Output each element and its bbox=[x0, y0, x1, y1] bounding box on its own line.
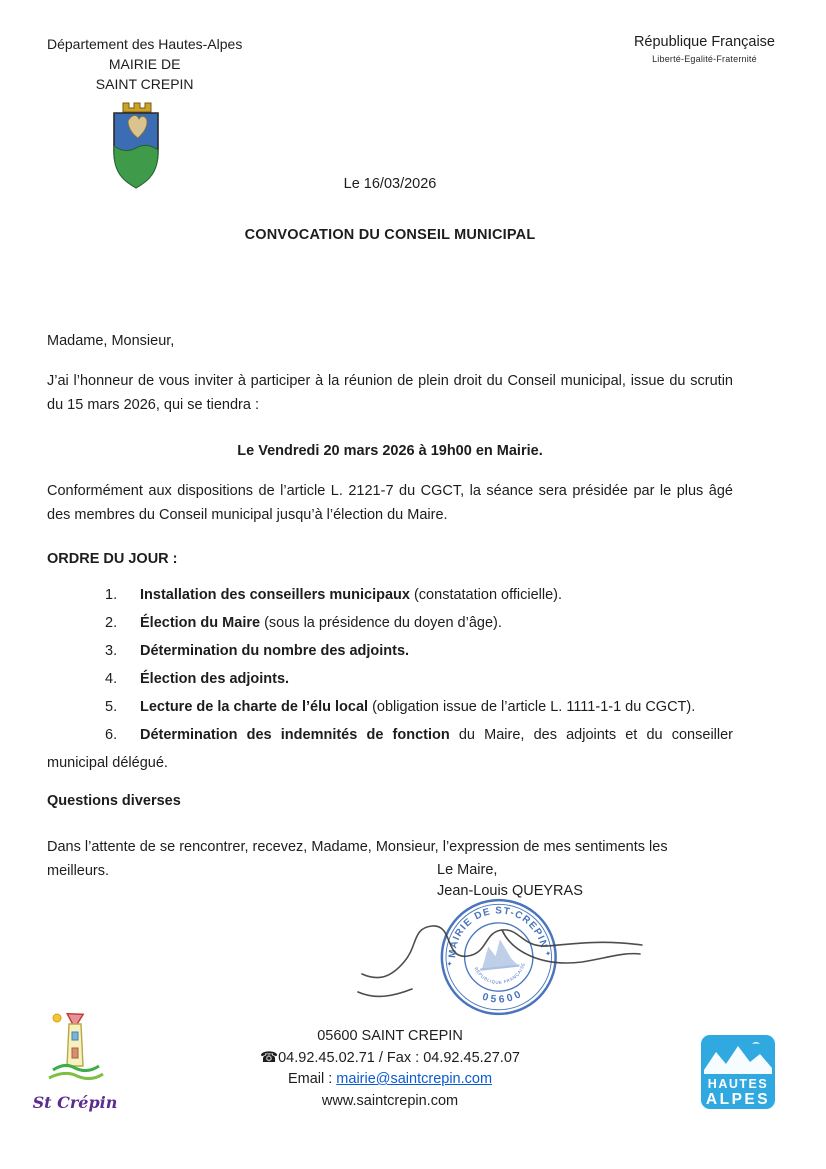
stamp-bottom-text: 05600 bbox=[480, 987, 526, 1006]
phone-number: 04.92.45.02.71 / Fax : 04.92.45.27.07 bbox=[278, 1049, 520, 1066]
agenda-item-rest: (obligation issue de l’article L. 1111-1-1 du CGCT). bbox=[368, 699, 696, 715]
agenda-item-3 bbox=[47, 637, 733, 665]
stamp-star-left: ✦ bbox=[445, 959, 453, 969]
st-crepin-tower-icon bbox=[43, 1008, 107, 1090]
logo-alpes-text: ALPES bbox=[705, 1091, 771, 1108]
agenda-item-6 bbox=[47, 721, 733, 777]
agenda-number: 2. bbox=[105, 615, 118, 631]
paragraph-cgct: Conformément aux dispositions de l’article L. 2121-7 du CGCT, la séance sera présidée par le plus âgé des membres du Conseil municipal jusqu’à l’élection du Maire. bbox=[47, 483, 733, 523]
email-label: Email : bbox=[287, 1071, 337, 1087]
meeting-date-line: Le Vendredi 20 mars 2026 à 19h00 en Mairie. bbox=[237, 443, 543, 459]
salutation: Madame, Monsieur, bbox=[47, 333, 175, 349]
footer-website: www.saintcrepin.com bbox=[321, 1092, 459, 1109]
letter-footer bbox=[47, 1026, 733, 1112]
agenda-number: 3. bbox=[105, 643, 118, 659]
footer-address: 05600 SAINT CREPIN bbox=[317, 1028, 463, 1044]
agenda-item-bold: Détermination du nombre des adjoints. bbox=[140, 643, 410, 659]
closing-paragraph: Dans l’attente de se rencontrer, recevez, Madame, Monsieur, l’expression de mes sentiments les meilleurs. bbox=[47, 839, 668, 879]
republic-line: République Française bbox=[633, 34, 775, 50]
commune-line: SAINT CREPIN bbox=[95, 76, 194, 92]
letter-date: Le 16/03/2026 bbox=[343, 176, 437, 192]
agenda-item-2 bbox=[47, 609, 733, 637]
letter-content bbox=[47, 172, 733, 883]
agenda-item-bold: Lecture de la charte de l’élu local bbox=[140, 699, 369, 715]
agenda-item-bold: Élection des adjoints. bbox=[140, 671, 290, 687]
questions-diverses: Questions diverses bbox=[47, 793, 181, 809]
stamp-inner-text: RÉPUBLIQUE FRANÇAISE bbox=[473, 961, 526, 985]
letter-title: CONVOCATION DU CONSEIL MUNICIPAL bbox=[244, 227, 536, 243]
sender-block bbox=[47, 34, 242, 94]
stamp-star-right: ✦ bbox=[544, 948, 552, 959]
agenda-number: 4. bbox=[105, 671, 118, 687]
footer-phone-line bbox=[47, 1048, 733, 1070]
st-crepin-logo-text: St Crépin bbox=[32, 1093, 118, 1112]
agenda-item-bold: Élection du Maire bbox=[140, 615, 261, 631]
agenda-item-rest: du Maire, des adjoints et du conseiller municipal délégué. bbox=[47, 727, 733, 771]
agenda-heading: ORDRE DU JOUR : bbox=[47, 551, 178, 567]
agenda-number: 5. bbox=[105, 699, 118, 715]
signer-name: Jean-Louis QUEYRAS bbox=[437, 883, 583, 899]
department-line: Département des Hautes-Alpes bbox=[47, 36, 243, 52]
logo-hautes-text: HAUTES bbox=[707, 1077, 769, 1091]
handwritten-signature bbox=[352, 912, 652, 1017]
republic-block bbox=[634, 34, 779, 94]
agenda-item-rest: (constatation officielle). bbox=[409, 587, 563, 603]
footer-email-line bbox=[47, 1069, 733, 1091]
agenda-item-4 bbox=[47, 665, 733, 693]
stamp-top-text: MAIRIE DE ST-CREPIN bbox=[447, 905, 550, 959]
agenda-item-bold: Détermination des indemnités de fonction bbox=[140, 727, 450, 743]
hautes-alpes-logo bbox=[700, 1034, 776, 1115]
email-link[interactable]: mairie@saintcrepin.com bbox=[336, 1071, 493, 1087]
paragraph-invitation: J’ai l’honneur de vous inviter à participer à la réunion de plein droit du Conseil municipal, issue du scrutin du 15 mars 2026, qui se tiendra : bbox=[47, 373, 733, 413]
agenda-item-rest: (sous la présidence du doyen d’âge). bbox=[260, 615, 502, 631]
mairie-line: MAIRIE DE bbox=[108, 56, 181, 72]
phone-icon: ☎ bbox=[260, 1049, 279, 1066]
agenda-number: 1. bbox=[105, 587, 118, 603]
signer-role: Le Maire, bbox=[437, 862, 498, 878]
agenda-item-5 bbox=[47, 693, 733, 721]
agenda-item-bold: Installation des conseillers municipaux bbox=[140, 587, 410, 603]
agenda-list bbox=[47, 581, 733, 777]
agenda-item-1 bbox=[47, 581, 733, 609]
motto-line: Liberté-Egalité-Fraternité bbox=[652, 54, 757, 64]
letter-header bbox=[47, 34, 779, 94]
st-crepin-logo bbox=[30, 1008, 120, 1112]
agenda-number: 6. bbox=[105, 727, 118, 743]
